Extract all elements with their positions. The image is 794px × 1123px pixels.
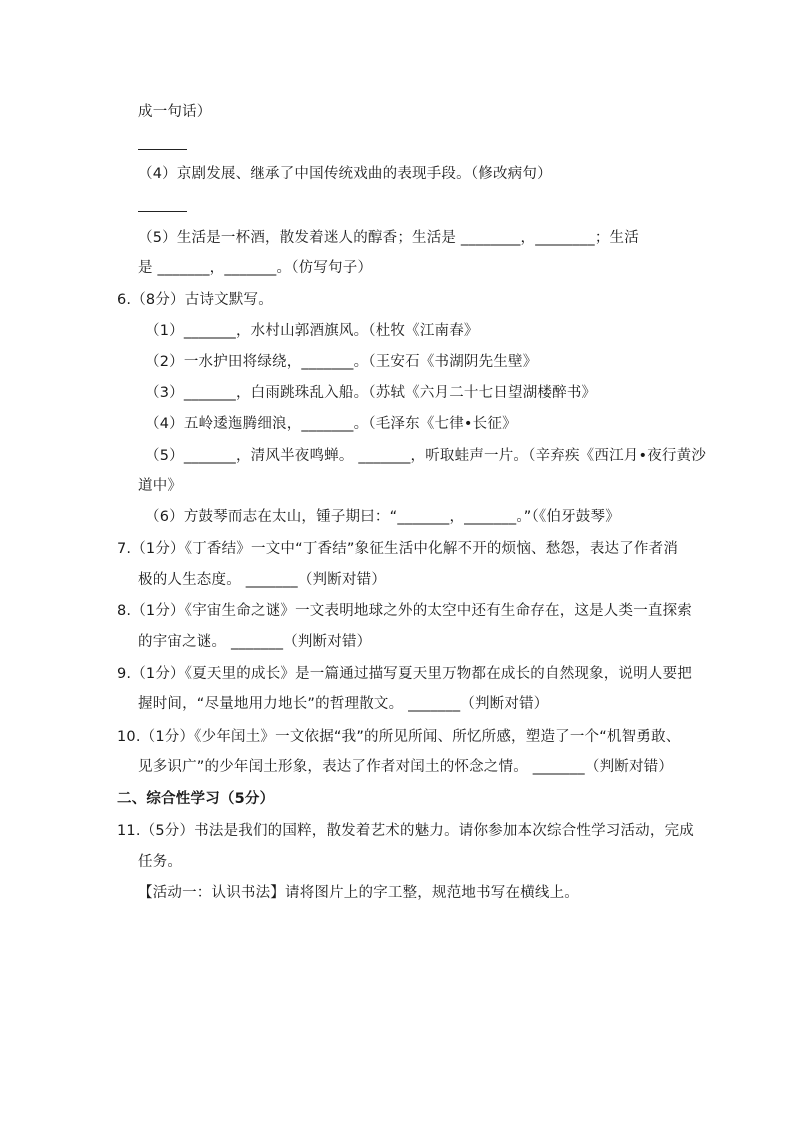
text-line: （5）_______，清风半夜鸣蝉。 _______，听取蛙声一片。（辛弃疾《西江月•夜行黄沙 <box>145 448 707 464</box>
question-11: 11.（5分）书法是我们的国粹，散发着艺术的魅力。请你参加本次综合性学习活动，完成 <box>117 823 694 839</box>
text-line: 的宇宙之谜。 _______（判断对错） <box>138 634 372 650</box>
question-8: 8.（1分）《宇宙生命之谜》一文表明地球之外的太空中还有生命存在，这是人类一直探索 <box>117 603 693 619</box>
text-line: 是 _______，_______。（仿写句子） <box>138 260 373 276</box>
text-line: 见多识广”的少年闰土形象，表达了作者对闰土的怀念之情。 _______（判断对错） <box>138 759 674 775</box>
text-line: （4）京剧发展、继承了中国传统戏曲的表现手段。（修改病句） <box>138 166 552 182</box>
text-line: （5）生活是一杯酒，散发着迷人的醇香；生活是 ________，________；生活 <box>138 230 639 246</box>
text-line: 成一句话） <box>138 104 212 120</box>
section-heading: 二、综合性学习（5分） <box>117 791 275 807</box>
text-line: 道中》 <box>138 478 183 494</box>
text-line: （3）_______，白雨跳珠乱入船。（苏轼《六月二十七日望湖楼醉书》 <box>145 385 597 401</box>
text-line: （4）五岭逶迤腾细浪，_______。（毛泽东《七律•长征》 <box>145 416 517 432</box>
text-line: 任务。 <box>138 854 183 870</box>
activity-instruction: 【活动一：认识书法】请将图片上的字工整，规范地书写在横线上。 <box>138 885 579 901</box>
question-9: 9.（1分）《夏天里的成长》是一篇通过描写夏天里万物都在成长的自然现象，说明人要把 <box>117 666 693 682</box>
answer-blank <box>138 211 187 212</box>
question-7: 7.（1分）《丁香结》一文中“丁香结”象征生活中化解不开的烦恼、愁怨，表达了作者消 <box>117 541 679 557</box>
question-10: 10.（1分）《少年闰土》一文依据“我”的所见所闻、所忆所感，塑造了一个“机智勇敢、 <box>117 729 681 745</box>
text-line: （1）_______，水村山郭酒旗风。（杜牧《江南春》 <box>145 323 479 339</box>
answer-blank <box>138 149 187 150</box>
text-line: （6）方鼓琴而志在太山，锺子期曰：“_______，_______。”（《伯牙鼓琴》 <box>145 509 620 525</box>
question-6-title: 6.（8分）古诗文默写。 <box>117 292 273 308</box>
text-line: （2）一水护田将绿绕，_______。（王安石《书湖阴先生壁》 <box>145 354 538 370</box>
text-line: 握时间，“尽量地用力地长”的哲理散文。 _______（判断对错） <box>138 696 549 712</box>
text-line: 极的人生态度。 _______（判断对错） <box>138 572 387 588</box>
